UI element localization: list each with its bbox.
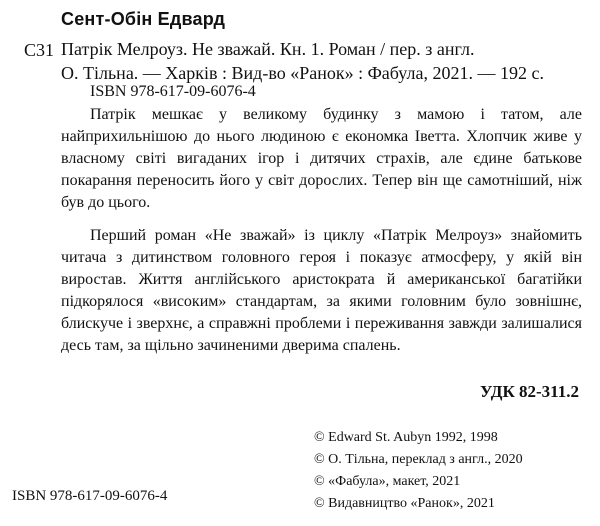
copyright-block: [314, 427, 523, 515]
copyright-line: © «Фабула», макет, 2021: [314, 474, 461, 489]
classification-code: С31: [24, 40, 55, 60]
annotation-paragraph-1: Патрік мешкає у великому будинку з мамою і татом, але найприхильнішою до нього людиною є економка Іветта. Хлопчик живе у власному світі вигаданих ігор і дитячих страхів, але єдине батькове покарання переносить його у світ дорослих. Тепер він ще самотніший, ніж був до цього.: [61, 106, 582, 211]
bibliographic-line-1: Патрік Мелроуз. Не зважай. Кн. 1. Роман / пер. з англ.: [61, 39, 475, 59]
bibliographic-description: [61, 37, 581, 85]
annotation-paragraph-2: Перший роман «Не зважай» із циклу «Патрік Мелроуз» знайомить читача з дитинством головного героя і показує атмосферу, у якій він виростав. Життя англійського аристократа й американської багатійки підкорялося «високим» стандартам, за якими головним було зовнішнє, блискуче і зверхнє, а справжні проблеми і переживання завжди залишалися десь там, за щільно зачиненими дверима спалень.: [61, 227, 582, 354]
annotation: [61, 104, 582, 357]
udk-code: УДК 82-311.2: [479, 382, 579, 401]
copyright-line: © О. Тільна, переклад з англ., 2020: [314, 452, 523, 467]
author-name: Сент-Обін Едвард: [61, 9, 226, 29]
isbn-top: ISBN 978-617-09-6076-4: [90, 83, 256, 100]
copyright-line: © Edward St. Aubyn 1992, 1998: [314, 430, 498, 445]
bibliographic-line-2: О. Тільна. — Харків : Вид-во «Ранок» : Фабула, 2021. — 192 с.: [61, 63, 544, 83]
copyright-line: © Видавництво «Ранок», 2021: [314, 496, 495, 511]
isbn-bottom: ISBN 978-617-09-6076-4: [12, 488, 168, 504]
